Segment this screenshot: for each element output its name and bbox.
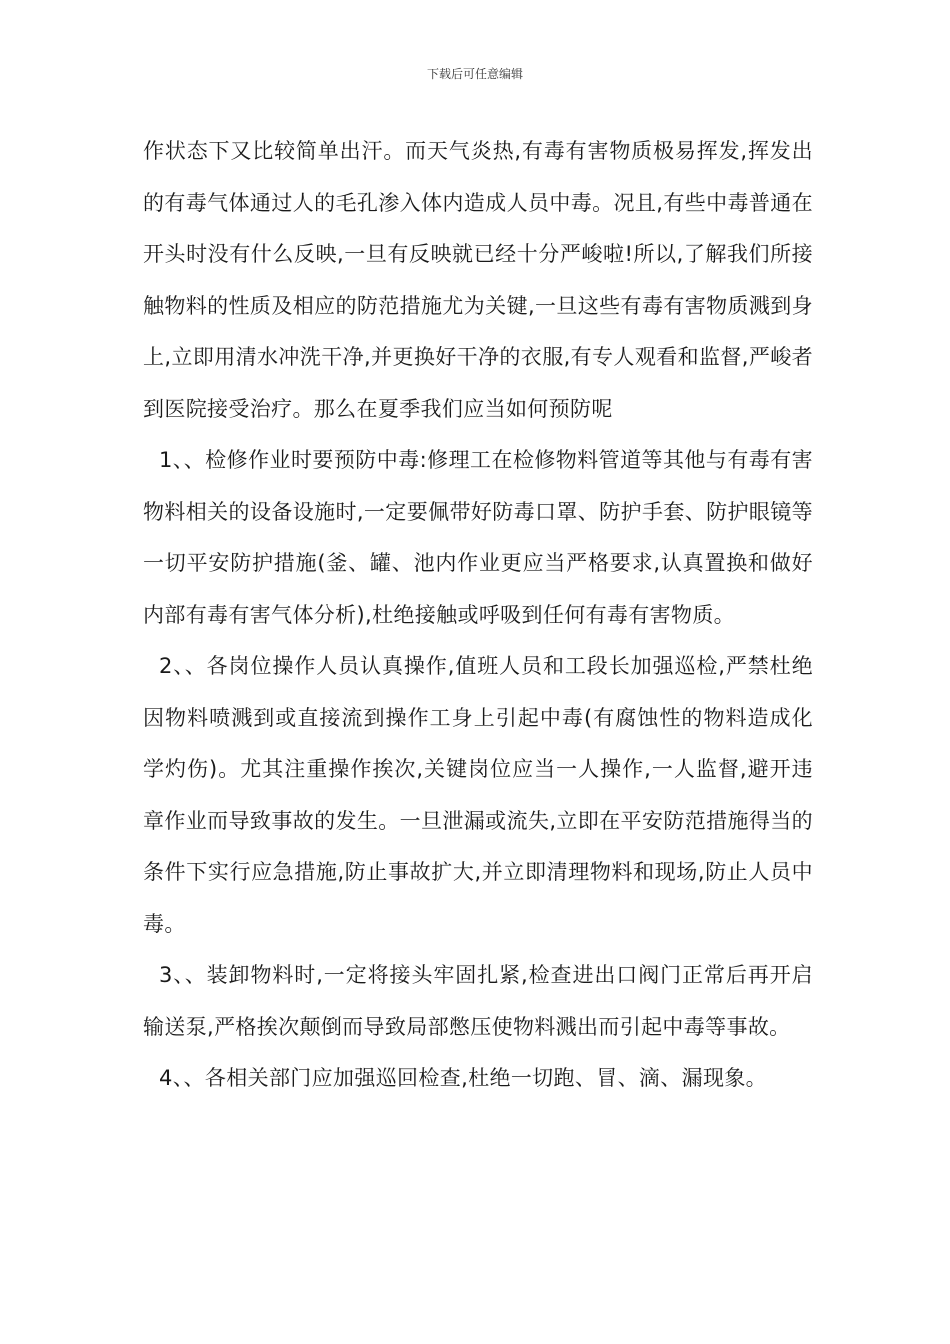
paragraph-item-3: 3、、装卸物料时,一定将接头牢固扎紧,检查进出口阀门正常后再开启输送泵,严格挨次颠倒而导致局部憋压使物料溅出而引起中毒等事故。	[143, 963, 813, 1039]
paragraph-item-2: 2、、各岗位操作人员认真操作,值班人员和工段长加强巡检,严禁杜绝因物料喷溅到或直接流到操作工身上引起中毒(有腐蚀性的物料造成化学灼伤)。尤其注重操作挨次,关键岗位应当一人操作,一人监督,避开违章作业而导致事故的发生。一旦泄漏或流失,立即在平安防范措施得当的条件下实行应急措施,防止事故扩大,并立即清理物料和现场,防止人员中毒。	[143, 654, 813, 936]
paragraph-item-1: 1、、检修作业时要预防中毒:修理工在检修物料管道等其他与有毒有害物料相关的设备设施时,一定要佩带好防毒口罩、防护手套、防护眼镜等一切平安防护措施(釜、罐、池内作业更应当严格要求,认真置换和做好内部有毒有害气体分析),杜绝接触或呼吸到任何有毒有害物质。	[143, 448, 813, 627]
document-body	[143, 126, 813, 1105]
page-header-note: 下载后可任意编辑	[426, 67, 523, 81]
paragraph-item-4: 4、、各相关部门应加强巡回检查,杜绝一切跑、冒、滴、漏现象。	[159, 1066, 768, 1090]
paragraph-intro: 作状态下又比较简单出汗。而天气炎热,有毒有害物质极易挥发,挥发出的有毒气体通过人的毛孔渗入体内造成人员中毒。况且,有些中毒普通在开头时没有什么反映,一旦有反映就已经十分严峻啦!所以,了解我们所接触物料的性质及相应的防范措施尤为关键,一旦这些有毒有害物质溅到身上,立即用清水冲洗干净,并更换好干净的衣服,有专人观看和监督,严峻者到医院接受治疗。那么在夏季我们应当如何预防呢	[143, 139, 813, 421]
